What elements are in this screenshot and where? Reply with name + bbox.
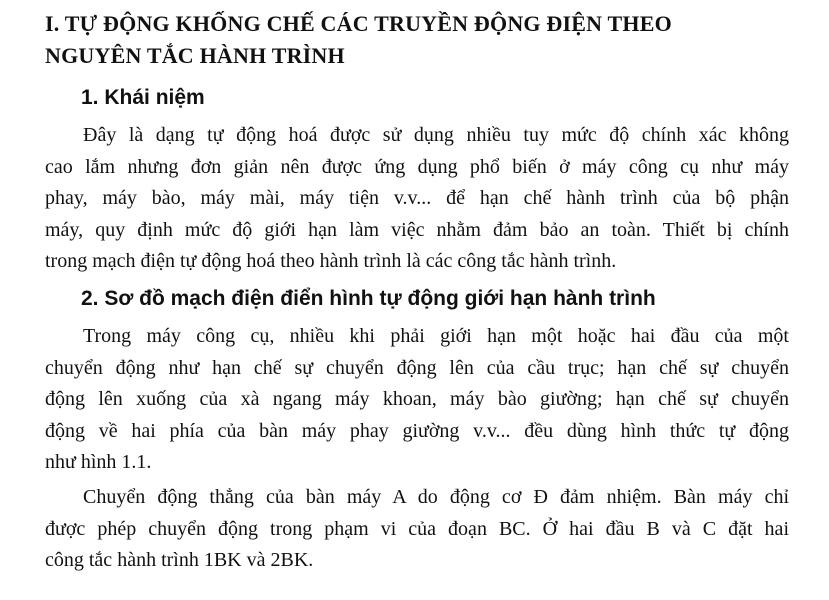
section-2-paragraph-1	[45, 321, 789, 479]
section-1-paragraph	[45, 120, 789, 278]
paragraph-line: chuyển động như hạn chế sự chuyển động lên của cầu trục; hạn chế sự chuyển	[45, 356, 789, 379]
section-2-paragraph-2	[45, 482, 789, 577]
paragraph-line: động lên xuống của xà ngang máy khoan, máy bào giường; hạn chế sự chuyển	[45, 388, 789, 410]
paragraph-line: được phép chuyển động trong phạm vi của đoạn BC. Ở hai đầu B và C đặt hai	[45, 517, 789, 540]
paragraph-line: máy, quy định mức độ giới hạn làm việc nhằm đảm bảo an toàn. Thiết bị chính	[45, 218, 789, 241]
paragraph-line: công tắc hành trình 1BK và 2BK.	[45, 549, 314, 571]
section-1-heading: 1. Khái niệm	[81, 86, 205, 109]
paragraph-line: trong mạch điện tự động hoá theo hành trình là các công tắc hành trình.	[45, 250, 617, 272]
paragraph-line: Đây là dạng tự động hoá được sử dụng nhiều tuy mức độ chính xác không	[83, 124, 789, 146]
paragraph-line: cao lắm nhưng đơn giản nên được ứng dụng phổ biến ở máy công cụ như máy	[45, 155, 789, 178]
paragraph-line: Trong máy công cụ, nhiều khi phải giới hạn một hoặc hai đầu của một	[83, 325, 789, 347]
paragraph-line: Chuyển động thẳng của bàn máy A do động cơ Đ đảm nhiệm. Bàn máy chỉ	[83, 486, 789, 508]
section-2-heading: 2. Sơ đồ mạch điện điển hình tự động giới hạn hành trình	[81, 287, 656, 310]
paragraph-line: như hình 1.1.	[45, 451, 152, 473]
chapter-title-line-2: NGUYÊN TẮC HÀNH TRÌNH	[45, 43, 345, 68]
paragraph-line: phay, máy bào, máy mài, máy tiện v.v... để hạn chế hành trình của bộ phận	[45, 187, 789, 209]
chapter-title-line-1: I. TỰ ĐỘNG KHỐNG CHẾ CÁC TRUYỀN ĐỘNG ĐIỆN THEO	[45, 11, 672, 36]
chapter-title	[45, 8, 805, 72]
paragraph-line: động về hai phía của bàn máy phay giường v.v... đều dùng hình thức tự động	[45, 419, 789, 442]
